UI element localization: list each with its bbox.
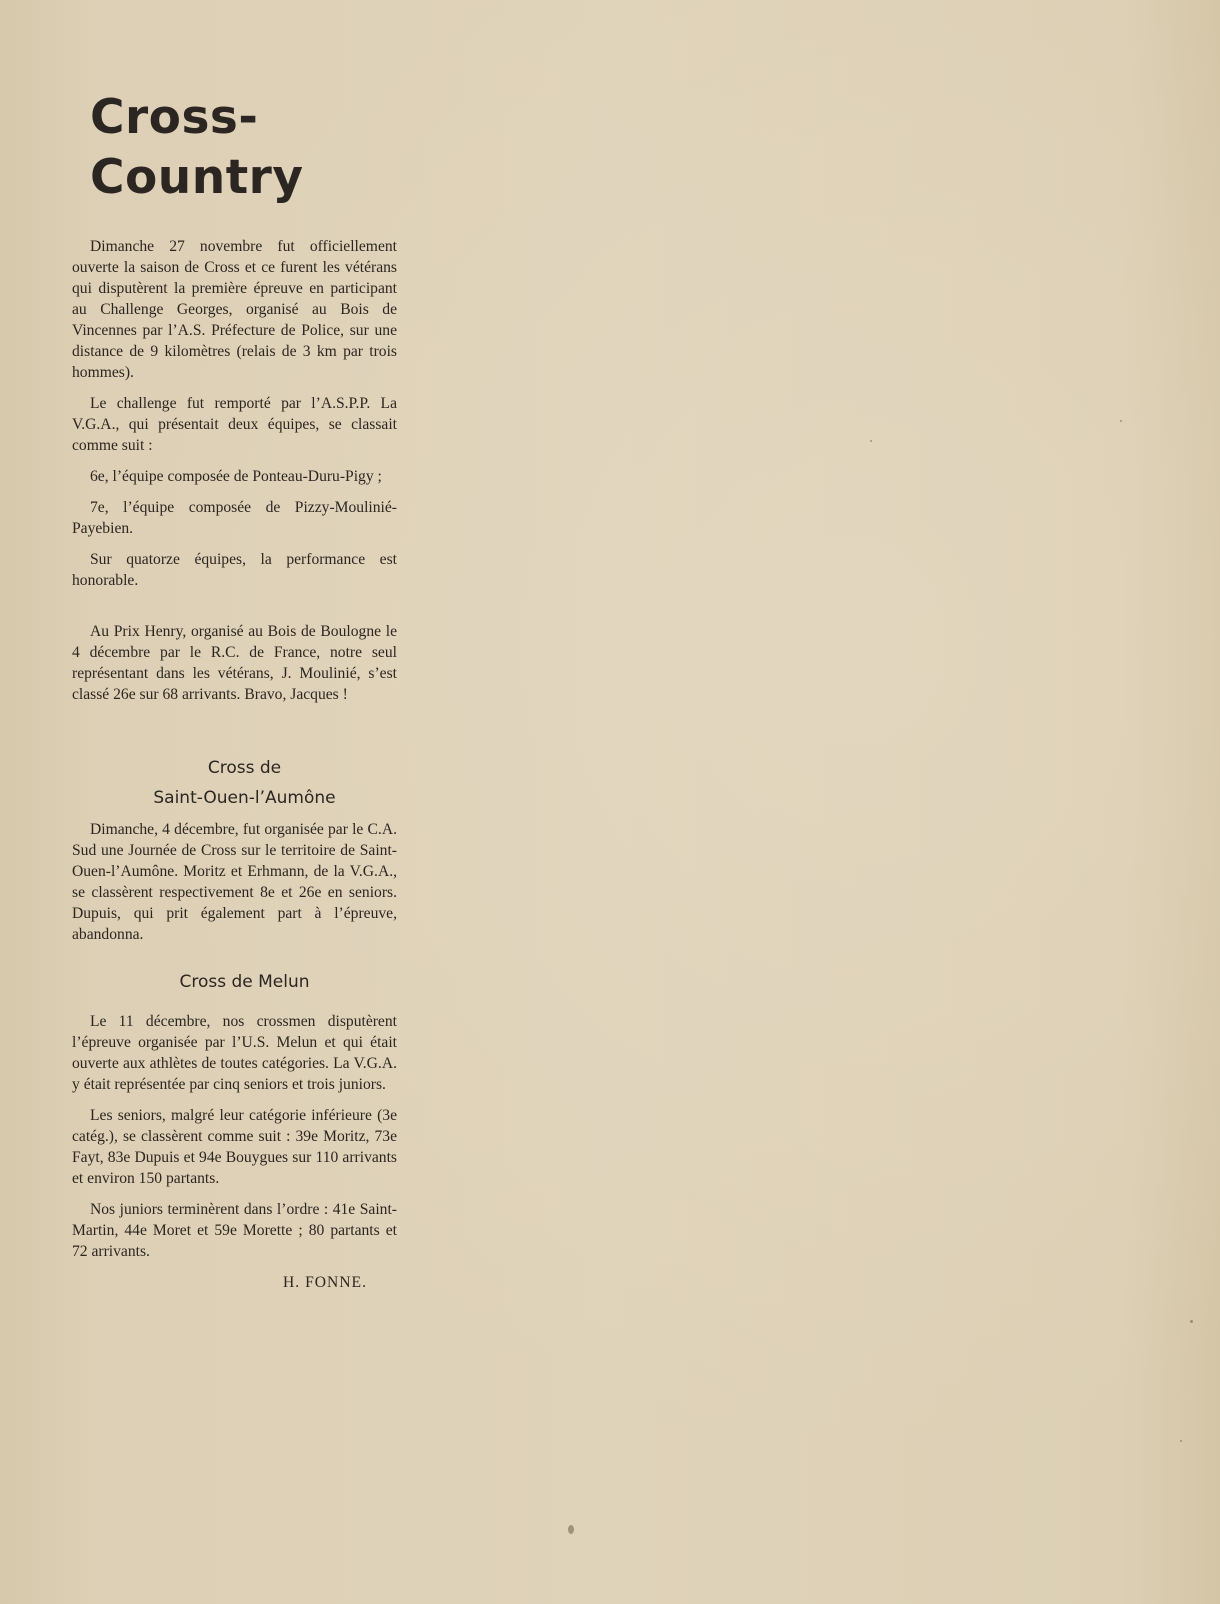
paragraph-melun-2: Les seniors, malgré leur catégorie inférieure (3e catég.), se classèrent comme suit : 39e Moritz, 73e Fayt, 83e Dupuis et 94e Bouygues sur 110 arrivants et environ 150 partants. xyxy=(72,1107,397,1187)
section-melun xyxy=(72,967,397,1262)
section-title-saint-ouen-line1: Cross de xyxy=(207,758,282,778)
paragraph-intro-1: Dimanche 27 novembre fut officiellement ouverte la saison de Cross et ce furent les vétérans qui disputèrent la première épreuve en participant au Challenge Georges, organisé au Bois de Vincennes par l’A.S. Préfecture de Police, sur une distance de 9 kilomètres (relais de 3 km par trois hommes). xyxy=(72,238,397,381)
paper-speck xyxy=(1190,1320,1193,1323)
paragraph-intro-2: Le challenge fut remporté par l’A.S.P.P. La V.G.A., qui présentait deux équipes, se classait comme suit : xyxy=(72,395,397,454)
paragraph-performance: Sur quatorze équipes, la performance est honorable. xyxy=(72,551,397,589)
paragraph-team-6: 6e, l’équipe composée de Ponteau-Duru-Pigy ; xyxy=(90,468,382,485)
paper-speck xyxy=(870,440,872,442)
section-saint-ouen xyxy=(72,753,397,945)
author-signature: H. FONNE. xyxy=(283,1274,367,1291)
article-column xyxy=(72,80,397,1303)
paper-speck xyxy=(1120,420,1122,422)
paragraph-prix-henry: Au Prix Henry, organisé au Bois de Boulogne le 4 décembre par le R.C. de France, notre seul représentant dans les vétérans, J. Moulinié, s’est classé 26e sur 68 arrivants. Bravo, Jacques ! xyxy=(72,623,397,703)
section-title-melun: Cross de Melun xyxy=(179,972,310,992)
section-title-saint-ouen-line2: Saint-Ouen-l’Aumône xyxy=(153,788,336,808)
article-title: Cross-Country xyxy=(90,90,304,205)
paper-speck xyxy=(1180,1440,1182,1442)
paragraph-melun-1: Le 11 décembre, nos crossmen disputèrent l’épreuve organisée par l’U.S. Melun et qui était ouverte aux athlètes de toutes catégories. La V.G.A. y était représentée par cinq seniors et trois juniors. xyxy=(72,1013,397,1093)
paper-speck xyxy=(568,1525,574,1534)
paragraph-team-7: 7e, l’équipe composée de Pizzy-Moulinié-Payebien. xyxy=(72,499,397,537)
paragraph-melun-3: Nos juniors terminèrent dans l’ordre : 41e Saint-Martin, 44e Moret et 59e Morette ; 80 partants et 72 arrivants. xyxy=(72,1201,397,1260)
paragraph-saint-ouen: Dimanche, 4 décembre, fut organisée par le C.A. Sud une Journée de Cross sur le territoire de Saint-Ouen-l’Aumône. Moritz et Erhmann, de la V.G.A., se classèrent respectivement 8e et 26e en seniors. Dupuis, qui prit également part à l’épreuve, abandonna. xyxy=(72,821,397,943)
